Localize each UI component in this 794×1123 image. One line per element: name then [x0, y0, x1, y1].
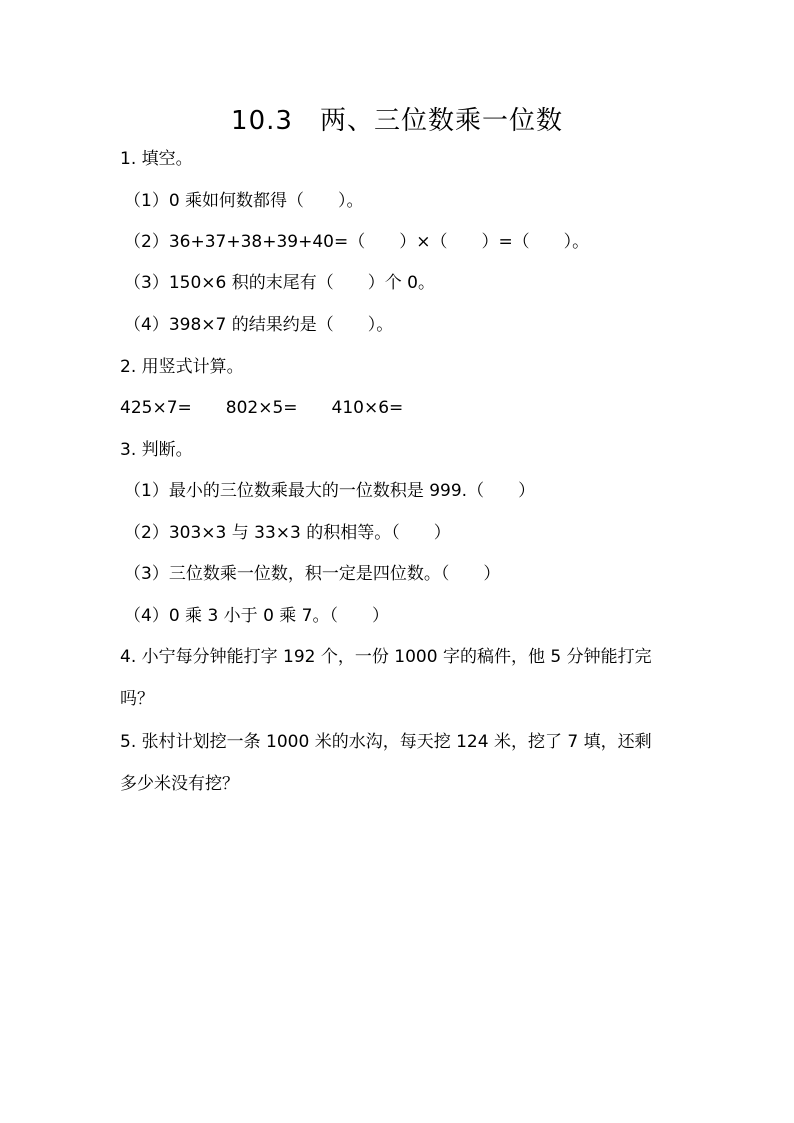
- question-2-calculations: 425×7= 802×5= 410×6=: [120, 398, 404, 418]
- question-1-item-4: （4）398×7 的结果约是（ ）。: [124, 315, 394, 335]
- question-1-item-3: （3）150×6 积的末尾有（ ）个 0。: [124, 273, 435, 293]
- question-2-heading: 2. 用竖式计算。: [120, 357, 244, 377]
- question-4-line-1: 4. 小宁每分钟能打字 192 个，一份 1000 字的稿件，他 5 分钟能打完: [120, 647, 652, 667]
- question-5-line-1: 5. 张村计划挖一条 1000 米的水沟，每天挖 124 米，挖了 7 填，还剩: [120, 732, 652, 752]
- question-3-item-1: （1）最小的三位数乘最大的一位数积是 999.（ ）: [124, 481, 536, 501]
- question-5-line-2: 多少米没有挖？: [120, 774, 239, 794]
- page-title: 10.3 两、三位数乘一位数: [231, 106, 563, 136]
- question-3-item-2: （2）303×3 与 33×3 的积相等。（ ）: [124, 523, 451, 543]
- question-1-heading: 1. 填空。: [120, 149, 193, 169]
- question-1-item-2: （2）36+37+38+39+40=（ ）×（ ）=（ ）。: [124, 232, 590, 252]
- question-1-item-1: （1）0 乘如何数都得（ ）。: [124, 191, 364, 211]
- question-4-line-2: 吗？: [120, 689, 154, 709]
- question-3-item-3: （3）三位数乘一位数，积一定是四位数。（ ）: [124, 564, 501, 584]
- question-3-heading: 3. 判断。: [120, 440, 193, 460]
- question-3-item-4: （4）0 乘 3 小于 0 乘 7。（ ）: [124, 606, 390, 626]
